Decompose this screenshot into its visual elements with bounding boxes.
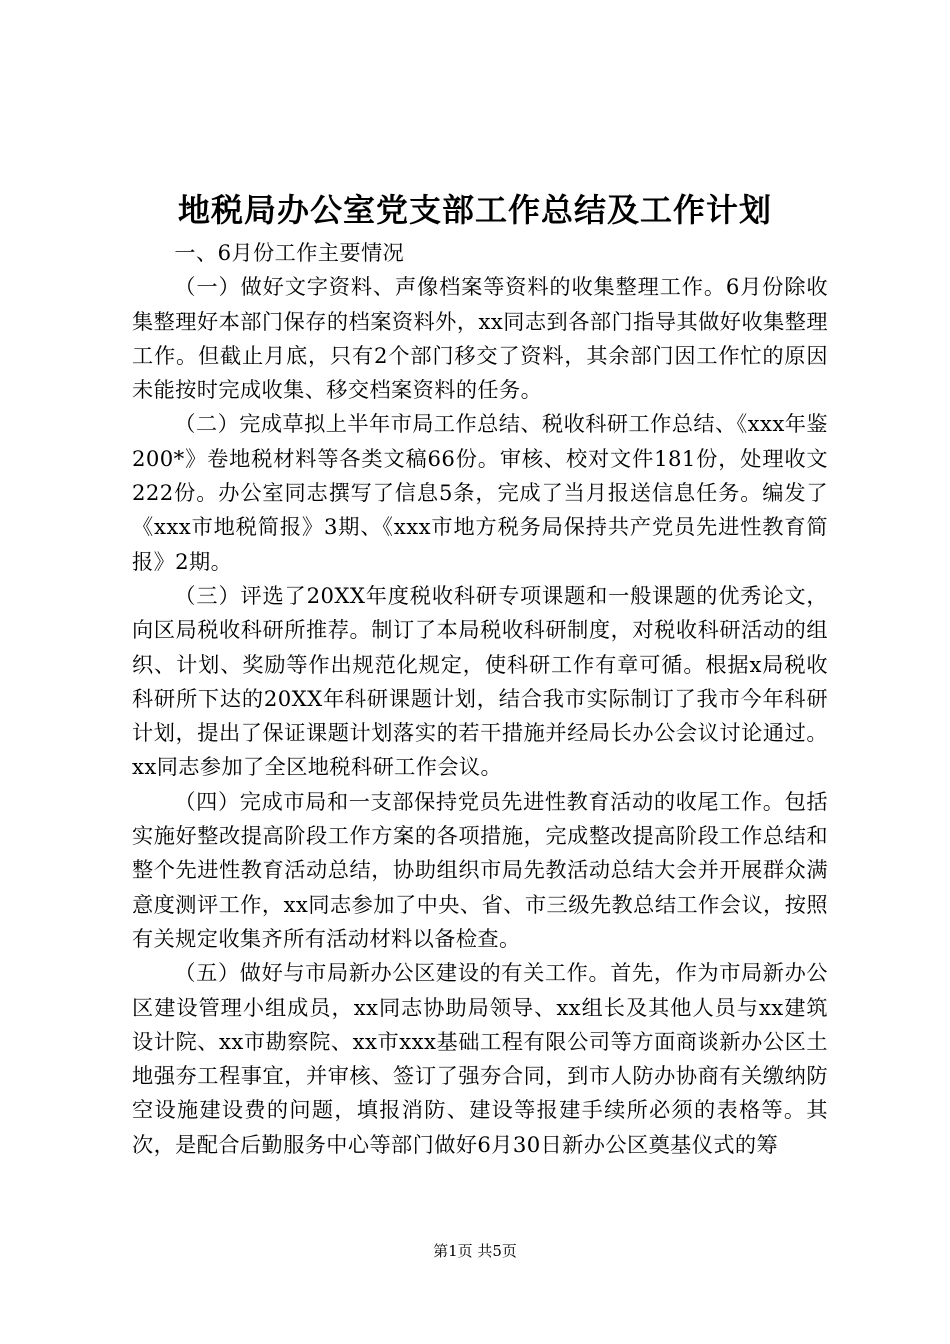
paragraph-1: （一）做好文字资料、声像档案等资料的收集整理工作。6月份除收集整理好本部门保存的档案资料外，xx同志到各部门指导其做好收集整理工作。但截止月底，只有2个部门移交了资料，其余部门因工作忙的原因未能按时完成收集、移交档案资料的任务。 bbox=[132, 274, 828, 403]
paragraph-5: （五）做好与市局新办公区建设的有关工作。首先，作为市局新办公区建设管理小组成员，xx同志协助局领导、xx组长及其他人员与xx建筑设计院、xx市勘察院、xx市xxx基础工程有限公司等方面商谈新办公区土地强夯工程事宜，并审核、签订了强夯合同，到市人防办协商有关缴纳防空设施建设费的问题，填报消防、建设等报建手续所必须的表格等。其次，是配合后勤服务中心等部门做好6月30日新办公区奠基仪式的筹 bbox=[132, 960, 828, 1157]
paragraph-4: （四）完成市局和一支部保持党员先进性教育活动的收尾工作。包括实施好整改提高阶段工作方案的各项措施，完成整改提高阶段工作总结和整个先进性教育活动总结，协助组织市局先教活动总结大会并开展群众满意度测评工作，xx同志参加了中央、省、市三级先教总结工作会议，按照有关规定收集齐所有活动材料以备检查。 bbox=[132, 788, 828, 951]
paragraph-2: （二）完成草拟上半年市局工作总结、税收科研工作总结、《xxx年鉴200*》卷地税材料等各类文稿66份。审核、校对文件181份，处理收文222份。办公室同志撰写了信息5条，完成了当月报送信息任务。编发了《xxx市地税简报》3期、《xxx市地方税务局保持共产党员先进性教育简报》2期。 bbox=[132, 411, 828, 574]
document-body bbox=[132, 236, 828, 1162]
paragraph-3: （三）评选了20XX年度税收科研专项课题和一般课题的优秀论文，向区局税收科研所推荐。制订了本局税收科研制度，对税收科研活动的组织、计划、奖励等作出规范化规定，使科研工作有章可循。根据x局税收科研所下达的20XX年科研课题计划，结合我市实际制订了我市今年科研计划，提出了保证课题计划落实的若干措施并经局长办公会议讨论通过。xx同志参加了全区地税科研工作会议。 bbox=[132, 582, 828, 780]
section-heading: 一、6月份工作主要情况 bbox=[174, 240, 405, 265]
page-number-footer: 第1页 共5页 bbox=[433, 1242, 517, 1260]
document-title: 地税局办公室党支部工作总结及工作计划 bbox=[177, 191, 772, 229]
